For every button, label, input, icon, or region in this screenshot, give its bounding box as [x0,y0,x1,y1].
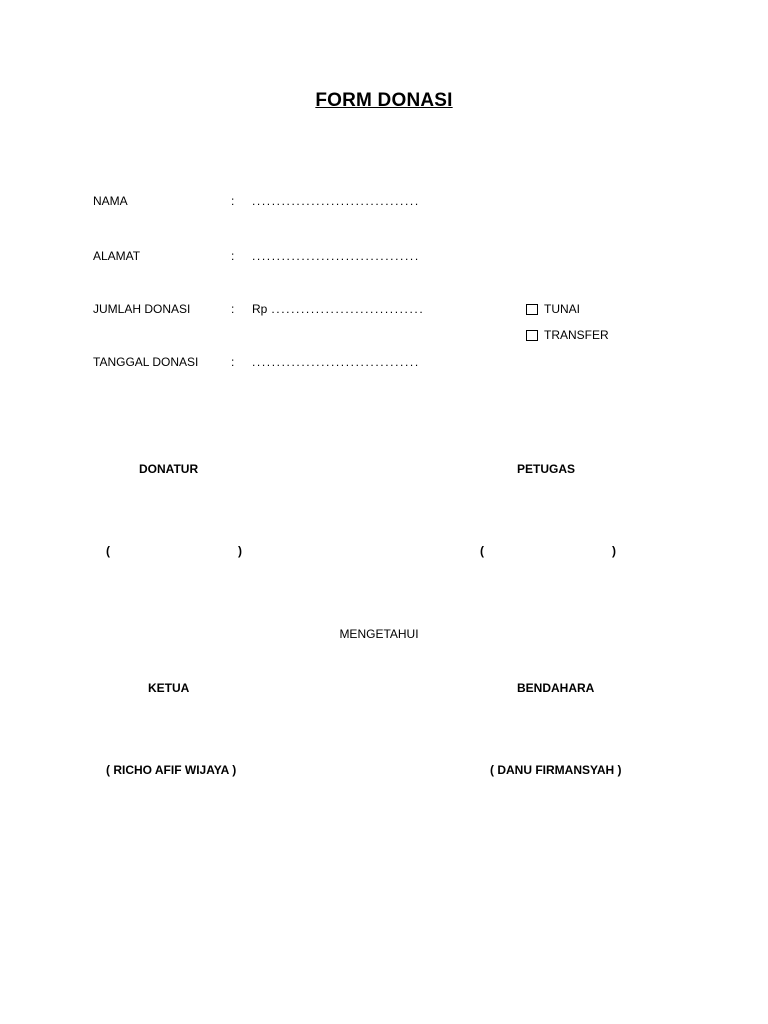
petugas-close-paren: ) [612,544,616,558]
field-label-alamat: ALAMAT [93,249,141,263]
currency-prefix: Rp [252,302,268,316]
mengetahui-label: MENGETAHUI [339,627,419,641]
ketua-name: ( RICHO AFIF WIJAYA ) [106,763,237,777]
signature-label-petugas: PETUGAS [517,462,576,476]
option-label-transfer: TRANSFER [544,328,609,342]
checkbox-icon[interactable] [526,330,538,341]
signature-label-bendahara: BENDAHARA [517,681,595,695]
amount-dots: ............................... [271,302,425,316]
checkbox-icon[interactable] [526,304,538,315]
field-colon-alamat: : [231,249,235,263]
field-colon-jumlah-donasi: : [231,302,235,316]
field-input-nama[interactable]: .................................. [252,194,420,208]
option-label-tunai: TUNAI [544,302,580,316]
field-label-jumlah-donasi: JUMLAH DONASI [93,302,191,316]
form-title: FORM DONASI [315,90,453,111]
signature-label-donatur: DONATUR [139,462,199,476]
signature-label-ketua: KETUA [148,681,190,695]
donatur-open-paren: ( [106,544,110,558]
field-label-nama: NAMA [93,194,128,208]
field-input-alamat[interactable]: .................................. [252,249,420,263]
field-input-tanggal-donasi[interactable]: .................................. [252,355,420,369]
field-label-tanggal-donasi: TANGGAL DONASI [93,355,199,369]
donatur-close-paren: ) [238,544,242,558]
petugas-open-paren: ( [480,544,484,558]
option-transfer[interactable] [526,328,609,342]
field-colon-nama: : [231,194,235,208]
field-colon-tanggal-donasi: : [231,355,235,369]
option-tunai[interactable] [526,302,580,316]
field-input-jumlah-donasi[interactable] [252,302,424,316]
bendahara-name: ( DANU FIRMANSYAH ) [490,763,622,777]
